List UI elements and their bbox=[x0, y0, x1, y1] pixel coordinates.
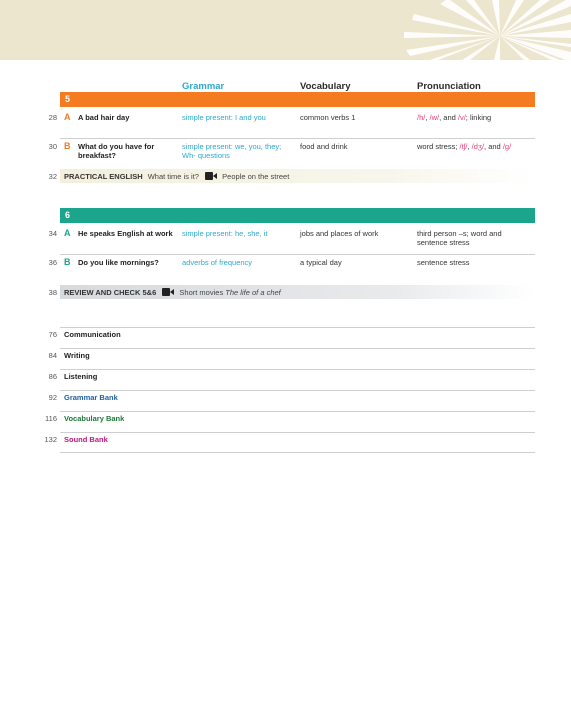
column-header-vocabulary: Vocabulary bbox=[300, 81, 351, 92]
lesson-letter: A bbox=[64, 228, 71, 238]
lesson-title[interactable]: What do you have for breakfast? bbox=[78, 142, 155, 160]
phoneme: /tʃ/ bbox=[459, 142, 468, 151]
page-number: 76 bbox=[48, 330, 57, 339]
section-title[interactable]: Grammar Bank bbox=[64, 393, 118, 402]
column-header-grammar: Grammar bbox=[182, 81, 225, 92]
row-divider bbox=[60, 348, 535, 349]
page-number: 28 bbox=[48, 113, 57, 122]
header-banner bbox=[0, 0, 571, 60]
page-number: 92 bbox=[48, 393, 57, 402]
video-camera-icon bbox=[162, 288, 174, 296]
phoneme: /h/ bbox=[417, 113, 426, 122]
page-number: 86 bbox=[48, 372, 57, 381]
sunburst-graphic bbox=[0, 0, 571, 60]
pron-text: , and bbox=[484, 142, 503, 151]
phoneme: /v/ bbox=[457, 113, 466, 122]
pronunciation-topic bbox=[417, 142, 511, 151]
section-title[interactable]: Listening bbox=[64, 372, 98, 381]
grammar-topic: simple present: we, you, they; Wh- questions bbox=[182, 142, 282, 160]
page-number: 132 bbox=[44, 435, 57, 444]
vocabulary-topic: jobs and places of work bbox=[300, 229, 379, 238]
review-and-check-strip[interactable] bbox=[60, 285, 535, 299]
phoneme: /w/ bbox=[429, 113, 440, 122]
unit-6-bar: 6 bbox=[60, 208, 535, 223]
page-number: 34 bbox=[48, 229, 57, 238]
lesson-letter: B bbox=[64, 141, 71, 151]
lesson-title[interactable]: He speaks English at work bbox=[78, 229, 173, 238]
lesson-letter: A bbox=[64, 112, 71, 122]
section-title[interactable]: Writing bbox=[64, 351, 90, 360]
vocabulary-topic: a typical day bbox=[300, 258, 342, 267]
page-number: 116 bbox=[45, 414, 57, 423]
pron-text: word stress; bbox=[417, 142, 460, 151]
pronunciation-topic: sentence stress bbox=[417, 258, 470, 267]
section-title[interactable]: Vocabulary Bank bbox=[64, 414, 125, 423]
unit-5-bar: 5 bbox=[60, 92, 535, 107]
phoneme: /dʒ/ bbox=[471, 142, 485, 151]
pronunciation-topic: third person –s; word and sentence stress bbox=[417, 229, 502, 247]
row-divider bbox=[60, 432, 535, 433]
row-divider bbox=[60, 452, 535, 453]
row-divider bbox=[60, 138, 535, 139]
row-divider bbox=[60, 254, 535, 255]
lesson-title[interactable]: A bad hair day bbox=[78, 113, 130, 122]
row-divider bbox=[60, 327, 535, 328]
vocabulary-topic: common verbs 1 bbox=[300, 113, 356, 122]
phoneme: /g/ bbox=[502, 142, 512, 151]
page-number: 32 bbox=[48, 172, 57, 181]
video-title: People on the street bbox=[222, 172, 290, 181]
grammar-topic: simple present: he, she, it bbox=[182, 229, 268, 238]
row-divider bbox=[60, 411, 535, 412]
practical-english-strip[interactable] bbox=[60, 169, 535, 183]
section-text: Short movies bbox=[179, 288, 224, 297]
pronunciation-topic bbox=[417, 113, 491, 122]
section-title[interactable]: Communication bbox=[64, 330, 121, 339]
pron-text: , and bbox=[439, 113, 458, 122]
section-label: PRACTICAL ENGLISH bbox=[64, 172, 143, 181]
row-divider bbox=[60, 390, 535, 391]
section-title[interactable]: Sound Bank bbox=[64, 435, 108, 444]
grammar-topic: adverbs of frequency bbox=[182, 258, 253, 267]
page-number: 30 bbox=[48, 142, 57, 151]
pron-text: , bbox=[467, 142, 472, 151]
lesson-title[interactable]: Do you like mornings? bbox=[78, 258, 159, 267]
pron-text: ; linking bbox=[465, 113, 492, 122]
lesson-letter: B bbox=[64, 257, 71, 267]
row-divider bbox=[60, 369, 535, 370]
column-header-pronunciation: Pronunciation bbox=[417, 81, 481, 92]
section-text: What time is it? bbox=[147, 172, 199, 181]
page-number: 38 bbox=[48, 288, 57, 297]
page-number: 36 bbox=[48, 258, 57, 267]
section-label: REVIEW AND CHECK 5&6 bbox=[64, 288, 157, 297]
page-number: 84 bbox=[48, 351, 57, 360]
video-camera-icon bbox=[205, 172, 217, 180]
grammar-topic: simple present: I and you bbox=[182, 113, 266, 122]
vocabulary-topic: food and drink bbox=[300, 142, 348, 151]
pron-text: , bbox=[425, 113, 430, 122]
video-title: The life of a chef bbox=[225, 288, 281, 297]
